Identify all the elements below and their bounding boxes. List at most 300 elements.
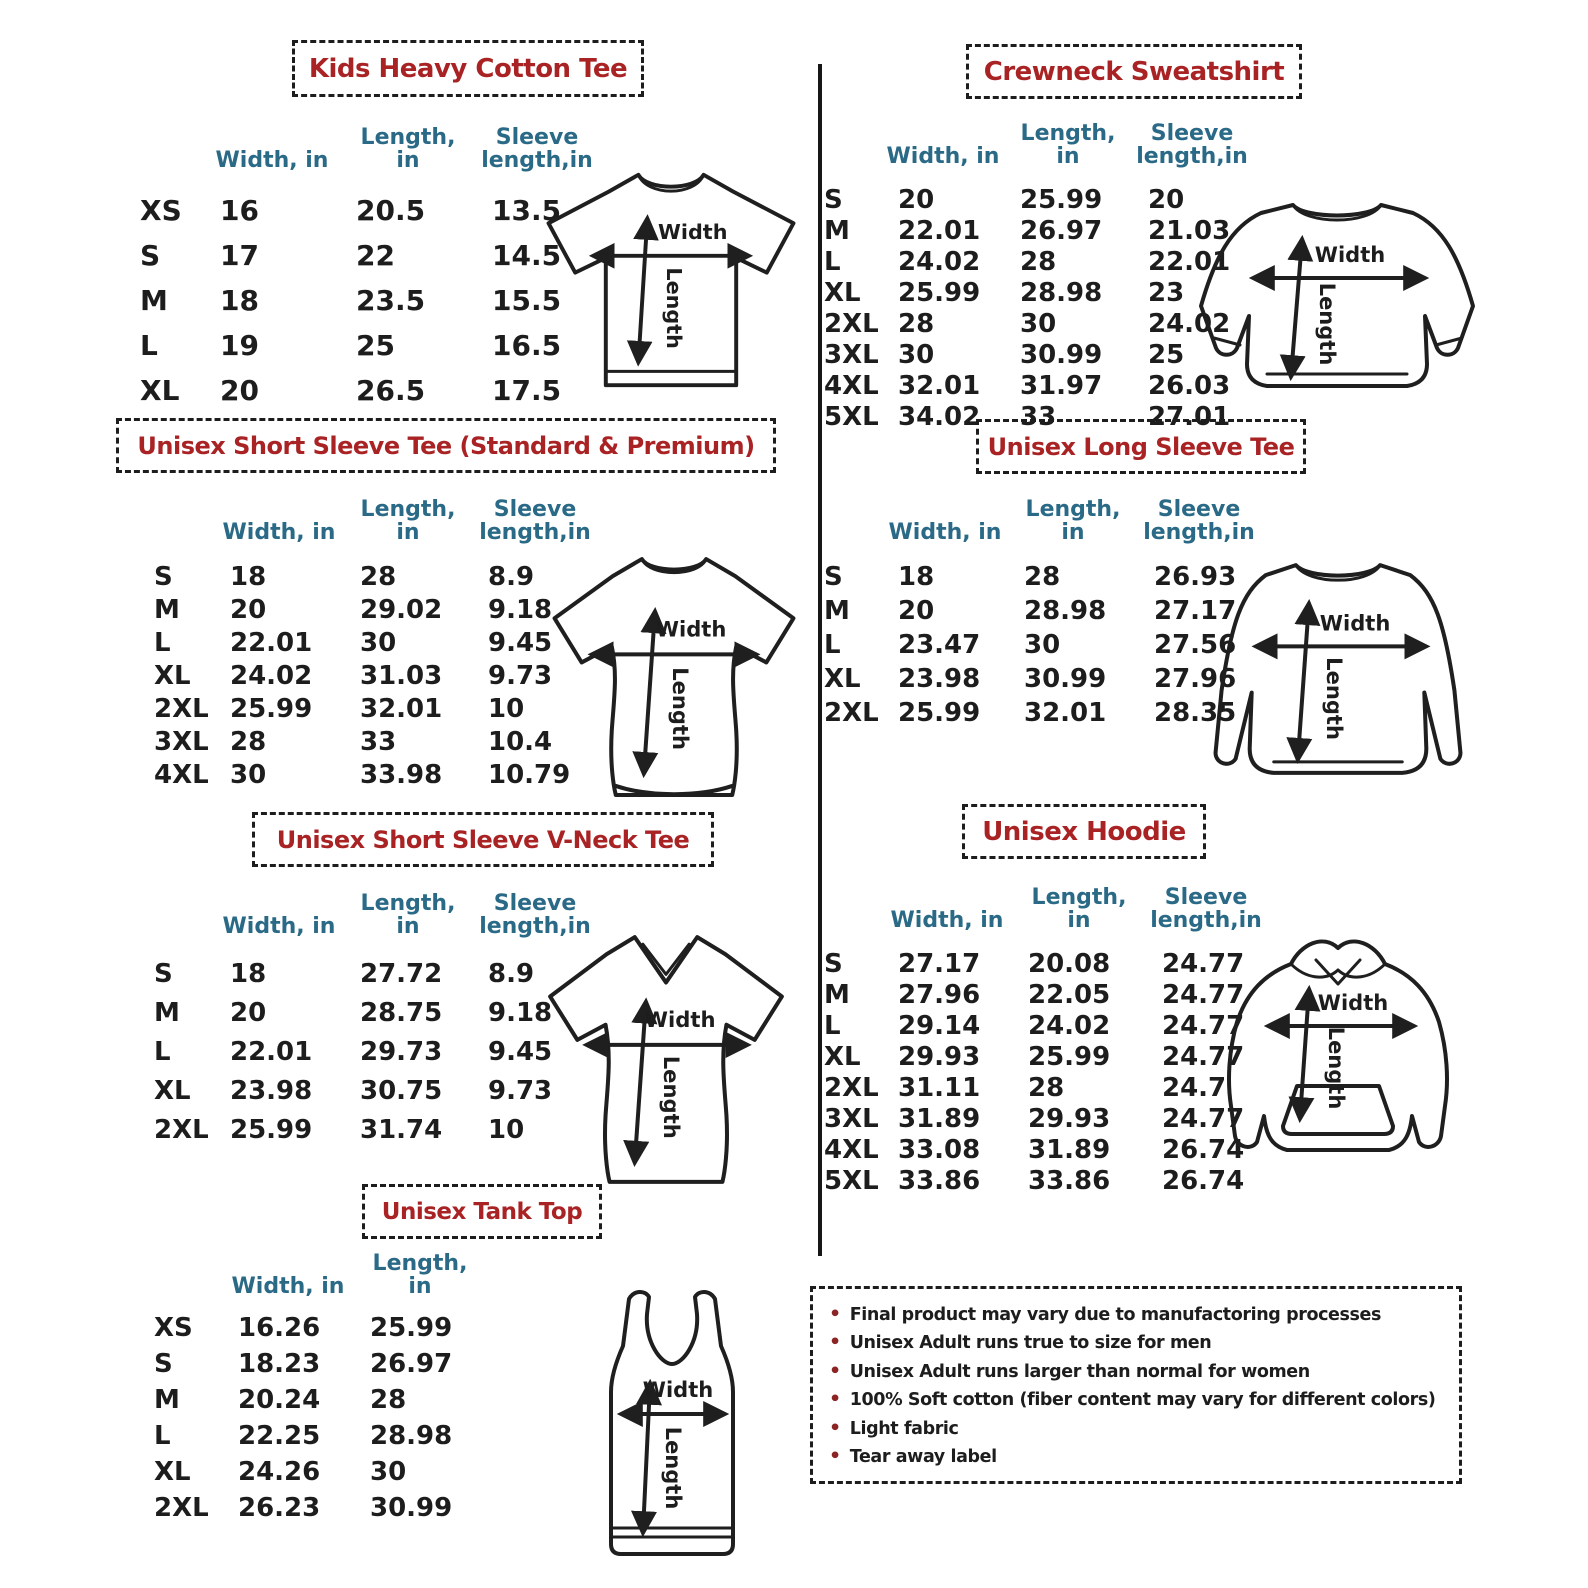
cell-value: 31.11 [898,1072,981,1103]
hoodie-size-table [822,866,1266,1196]
table-body [822,560,1260,730]
cell-value: 23.98 [230,1075,313,1106]
bullet-icon: • [829,1388,841,1411]
column-header: Width, in [888,519,1002,545]
cell-value: 15.5 [492,284,562,317]
column-header: Width, in [231,1274,345,1300]
cell-value: 9.73 [488,1075,553,1106]
cell-value: 26.74 [1162,1134,1245,1165]
size-label: 4XL [824,370,879,401]
length-label: Length [1321,657,1347,741]
width-label: Width [642,1378,714,1402]
cell-value: 28 [898,308,935,339]
table-row [138,323,598,368]
length-arrow [638,219,647,361]
size-label: 4XL [154,759,209,790]
size-label: XL [154,1075,191,1106]
table-row [152,626,598,659]
table-body [822,948,1266,1196]
table-row [152,1110,598,1149]
length-label: Length [1324,1026,1348,1110]
title-crewneck-sweatshirt: Crewneck Sweatshirt [966,44,1302,99]
size-label: L [140,329,158,362]
table-row [152,1346,486,1382]
note-item [829,1360,1443,1382]
table-row [822,1134,1266,1165]
size-label: XL [154,660,191,691]
cell-value: 31.74 [360,1114,443,1145]
size-label: M [154,997,180,1028]
cell-value: 24.02 [898,246,981,277]
table-row [152,1382,486,1418]
cell-value: 16.5 [492,329,562,362]
size-label: L [824,1010,841,1041]
table-row [822,370,1252,401]
cell-value: 26.93 [1154,562,1237,592]
size-label: 2XL [154,1493,209,1524]
title-kids-heavy-cotton-tee: Kids Heavy Cotton Tee [292,40,644,97]
column-header: Length, in [360,890,456,939]
table-row [822,215,1252,246]
column-header: Sleeve length,in [479,890,591,939]
column-header: Length, in [1020,120,1116,169]
title-unisex-short-sleeve-tee: Unisex Short Sleeve Tee (Standard & Premium) [116,418,776,473]
size-label: 2XL [824,698,879,728]
table-row [138,188,598,233]
long-sleeve-tee-illustration [1202,540,1474,806]
cell-value: 20 [1148,184,1185,215]
size-label: 2XL [824,1072,879,1103]
table-header-row [152,872,598,938]
table-row [138,233,598,278]
table-header-row [822,102,1252,168]
cell-value: 8.9 [488,958,535,989]
width-label: Width [1319,610,1391,636]
column-header: Sleeve length,in [1150,884,1262,933]
short-sleeve-tee-illustration [548,542,800,808]
cell-value: 31.03 [360,660,443,691]
length-arrow [643,1384,650,1532]
table-row [152,1310,486,1346]
size-label: 2XL [154,1114,209,1145]
width-label: Width [657,220,728,245]
cell-value: 25.99 [230,1114,313,1145]
table-row [822,1041,1266,1072]
note-text: Light fabric [849,1418,959,1439]
length-arrow [644,612,655,773]
cell-value: 22.01 [230,627,313,658]
bullet-icon: • [829,1416,841,1439]
width-label: Width [1314,243,1386,267]
column-header: Width, in [222,519,336,545]
cell-value: 31.89 [898,1103,981,1134]
bullet-icon: • [829,1331,841,1354]
size-label: M [154,594,180,625]
cell-value: 24.02 [1028,1010,1111,1041]
size-label: S [140,239,161,272]
note-text: Unisex Adult runs larger than normal for women [849,1361,1310,1382]
column-header: Sleeve length,in [481,124,593,173]
title-unisex-hoodie: Unisex Hoodie [962,804,1206,859]
note-item [829,1303,1443,1325]
size-label: XS [154,1313,193,1344]
cell-value: 33 [1020,401,1057,432]
size-label: M [824,215,850,246]
cell-value: 26.74 [1162,1165,1245,1196]
title-unisex-vneck-tee: Unisex Short Sleeve V-Neck Tee [252,812,714,867]
cell-value: 34.02 [898,401,981,432]
cell-value: 28.98 [370,1421,453,1452]
table-header-row [138,106,598,172]
cell-value: 30 [230,759,267,790]
cell-value: 19 [220,329,259,362]
size-label: XL [824,277,861,308]
size-label: 4XL [824,1134,879,1165]
cell-value: 25 [1148,339,1185,370]
cell-value: 22.01 [1148,246,1231,277]
table-row [152,692,598,725]
cell-value: 24.26 [238,1457,321,1488]
table-row [822,662,1260,696]
length-label: Length [1315,282,1339,366]
note-item [829,1445,1443,1467]
cell-value: 9.18 [488,594,553,625]
size-label: XL [140,374,180,407]
table-body [822,184,1252,432]
cell-value: 23.47 [898,630,981,660]
cell-value: 10 [488,693,525,724]
length-arrow [1291,240,1302,376]
size-label: XS [140,194,182,227]
size-label: 5XL [824,401,879,432]
table-row [822,184,1252,215]
cell-value: 29.93 [1028,1103,1111,1134]
cell-value: 30 [1024,630,1061,660]
cell-value: 9.45 [488,627,553,658]
table-row [822,1165,1266,1196]
table-row [152,560,598,593]
cell-value: 30 [898,339,935,370]
cell-value: 33.08 [898,1134,981,1165]
cell-value: 20 [230,594,267,625]
length-label: Length [658,1055,684,1139]
cell-value: 25.99 [370,1313,453,1344]
size-label: S [824,184,843,215]
size-label: 3XL [154,726,209,757]
width-label: Width [655,616,727,642]
cell-value: 25.99 [898,277,981,308]
cell-value: 28 [1024,562,1061,592]
table-row [822,979,1266,1010]
cell-value: 26.97 [1020,215,1103,246]
cell-value: 27.17 [1154,596,1237,626]
size-label: L [154,1421,171,1452]
size-label: 3XL [824,1103,879,1134]
length-arrow [1298,604,1309,759]
cell-value: 24.02 [1148,308,1231,339]
cell-value: 18 [230,958,267,989]
cell-value: 24.77 [1162,1103,1245,1134]
table-body [138,188,598,413]
cell-value: 29.02 [360,594,443,625]
cell-value: 26.5 [356,374,426,407]
cell-value: 10.4 [488,726,553,757]
length-label: Length [661,1426,685,1510]
tank-top-illustration [582,1282,762,1582]
length-label: Length [662,267,687,349]
crewneck-size-table [822,102,1252,432]
cell-value: 27.96 [898,979,981,1010]
size-label: S [154,561,173,592]
cell-value: 33.86 [1028,1165,1111,1196]
size-label: S [154,958,173,989]
size-label: 2XL [154,693,209,724]
note-text: Unisex Adult runs true to size for men [849,1333,1212,1354]
table-row [138,278,598,323]
table-row [822,1072,1266,1103]
cell-value: 18 [230,561,267,592]
cell-value: 32.01 [360,693,443,724]
cell-value: 25.99 [230,693,313,724]
cell-value: 26.23 [238,1493,321,1524]
size-label: XL [154,1457,191,1488]
bullet-icon: • [829,1444,841,1467]
cell-value: 20 [898,596,935,626]
table-row [822,560,1260,594]
cell-value: 33.86 [898,1165,981,1196]
cell-value: 27.01 [1148,401,1231,432]
column-header: Width, in [215,147,329,173]
cell-value: 18 [898,562,935,592]
table-row [152,1071,598,1110]
cell-value: 21.03 [1148,215,1231,246]
size-label: L [154,1036,171,1067]
long-sleeve-tee-size-table [822,478,1260,730]
cell-value: 13.5 [492,194,562,227]
cell-value: 33 [360,726,397,757]
column-header: Width, in [890,907,1004,933]
cell-value: 10.79 [488,759,571,790]
tank-top-size-table [152,1252,486,1526]
cell-value: 27.72 [360,958,443,989]
cell-value: 28 [1028,1072,1065,1103]
table-row [822,401,1252,432]
hoodie-illustration [1202,928,1474,1178]
width-label: Width [1317,991,1389,1015]
cell-value: 24.77 [1162,948,1245,979]
cell-value: 24.02 [230,660,313,691]
size-label: XL [824,664,861,694]
cell-value: 24.77 [1162,1041,1245,1072]
cell-value: 22.05 [1028,979,1111,1010]
column-header: Length, in [1031,884,1127,933]
cell-value: 20 [220,374,259,407]
product-notes-box [810,1286,1462,1484]
size-label: L [824,246,841,277]
table-row [822,948,1266,979]
cell-value: 30 [1020,308,1057,339]
table-body [152,1310,486,1526]
cell-value: 28 [360,561,397,592]
cell-value: 27.96 [1154,664,1237,694]
cell-value: 14.5 [492,239,562,272]
cell-value: 28.75 [360,997,443,1028]
cell-value: 25 [356,329,395,362]
cell-value: 20.24 [238,1385,321,1416]
cell-value: 30 [370,1457,407,1488]
table-body [152,954,598,1149]
cell-value: 30 [360,627,397,658]
note-item [829,1331,1443,1353]
length-arrow [1300,990,1309,1118]
size-label: 3XL [824,339,879,370]
cell-value: 17.5 [492,374,562,407]
bullet-icon: • [829,1359,841,1382]
table-header-row [822,866,1266,932]
cell-value: 30.99 [370,1493,453,1524]
size-label: S [154,1349,173,1380]
table-row [152,1454,486,1490]
cell-value: 25.99 [1020,184,1103,215]
size-label: S [824,562,843,592]
table-row [152,1490,486,1526]
cell-value: 23.98 [898,664,981,694]
size-label: S [824,948,843,979]
cell-value: 20.08 [1028,948,1111,979]
cell-value: 30.75 [360,1075,443,1106]
cell-value: 18.23 [238,1349,321,1380]
vneck-tee-size-table [152,872,598,1149]
kids-tee-illustration [542,160,800,402]
cell-value: 30.99 [1020,339,1103,370]
table-row [822,1010,1266,1041]
cell-value: 25.99 [1028,1041,1111,1072]
cell-value: 22.25 [238,1421,321,1452]
vneck-tee-illustration [545,922,787,1194]
cell-value: 23.5 [356,284,426,317]
column-header: Sleeve length,in [1143,496,1255,545]
title-unisex-long-sleeve-tee: Unisex Long Sleeve Tee [976,419,1306,474]
cell-value: 32.01 [1024,698,1107,728]
column-header: Length, in [1025,496,1121,545]
size-label: M [824,979,850,1010]
cell-value: 9.18 [488,997,553,1028]
size-label: M [154,1385,180,1416]
size-label: 2XL [824,308,879,339]
table-row [152,758,598,791]
size-label: M [824,596,850,626]
table-row [152,993,598,1032]
column-header: Sleeve length,in [1136,120,1248,169]
size-label: L [824,630,841,660]
cell-value: 29.93 [898,1041,981,1072]
note-item [829,1388,1443,1410]
kids-tee-size-table [138,106,598,413]
column-header: Width, in [222,913,336,939]
column-header: Width, in [886,143,1000,169]
table-header-row [822,478,1260,544]
note-text: Final product may vary due to manufactoring processes [849,1305,1382,1325]
table-row [138,368,598,413]
table-row [822,1103,1266,1134]
cell-value: 22 [356,239,395,272]
column-header: Sleeve length,in [479,496,591,545]
table-row [822,628,1260,662]
cell-value: 27.56 [1154,630,1237,660]
table-row [822,594,1260,628]
cell-value: 28 [230,726,267,757]
size-label: XL [824,1041,861,1072]
cell-value: 16.26 [238,1313,321,1344]
title-unisex-tank-top: Unisex Tank Top [362,1184,602,1239]
cell-value: 31.97 [1020,370,1103,401]
cell-value: 29.14 [898,1010,981,1041]
crewneck-illustration [1192,178,1482,418]
cell-value: 20 [898,184,935,215]
cell-value: 18 [220,284,259,317]
cell-value: 27.17 [898,948,981,979]
cell-value: 24.77 [1162,1010,1245,1041]
cell-value: 16 [220,194,259,227]
table-row [152,1418,486,1454]
bullet-icon: • [829,1303,841,1325]
cell-value: 28 [1020,246,1057,277]
cell-value: 9.45 [488,1036,553,1067]
cell-value: 24.7 [1162,1072,1227,1103]
table-row [152,725,598,758]
cell-value: 32.01 [898,370,981,401]
length-label: Length [667,667,693,751]
cell-value: 22.01 [230,1036,313,1067]
cell-value: 25.99 [898,698,981,728]
cell-value: 28.98 [1020,277,1103,308]
cell-value: 8.9 [488,561,535,592]
table-row [152,659,598,692]
size-label: 5XL [824,1165,879,1196]
cell-value: 23 [1148,277,1185,308]
note-text: 100% Soft cotton (fiber content may vary for different colors) [849,1390,1436,1411]
table-header-row [152,478,598,544]
table-body [152,560,598,791]
note-item [829,1417,1443,1439]
cell-value: 29.73 [360,1036,443,1067]
column-header: Length, in [360,124,456,173]
cell-value: 28.98 [1024,596,1107,626]
note-text: Tear away label [849,1446,997,1467]
cell-value: 26.03 [1148,370,1231,401]
cell-value: 20.5 [356,194,426,227]
cell-value: 26.97 [370,1349,453,1380]
column-header: Length, in [360,496,456,545]
cell-value: 28.35 [1154,698,1237,728]
cell-value: 31.89 [1028,1134,1111,1165]
cell-value: 22.01 [898,215,981,246]
table-row [822,246,1252,277]
cell-value: 9.73 [488,660,553,691]
cell-value: 28 [370,1385,407,1416]
cell-value: 24.77 [1162,979,1245,1010]
table-row [822,308,1252,339]
cell-value: 30.99 [1024,664,1107,694]
table-row [152,1032,598,1071]
cell-value: 20 [230,997,267,1028]
short-sleeve-tee-size-table [152,478,598,791]
table-row [822,277,1252,308]
table-row [152,954,598,993]
table-row [152,593,598,626]
size-label: L [154,627,171,658]
cell-value: 10 [488,1114,525,1145]
